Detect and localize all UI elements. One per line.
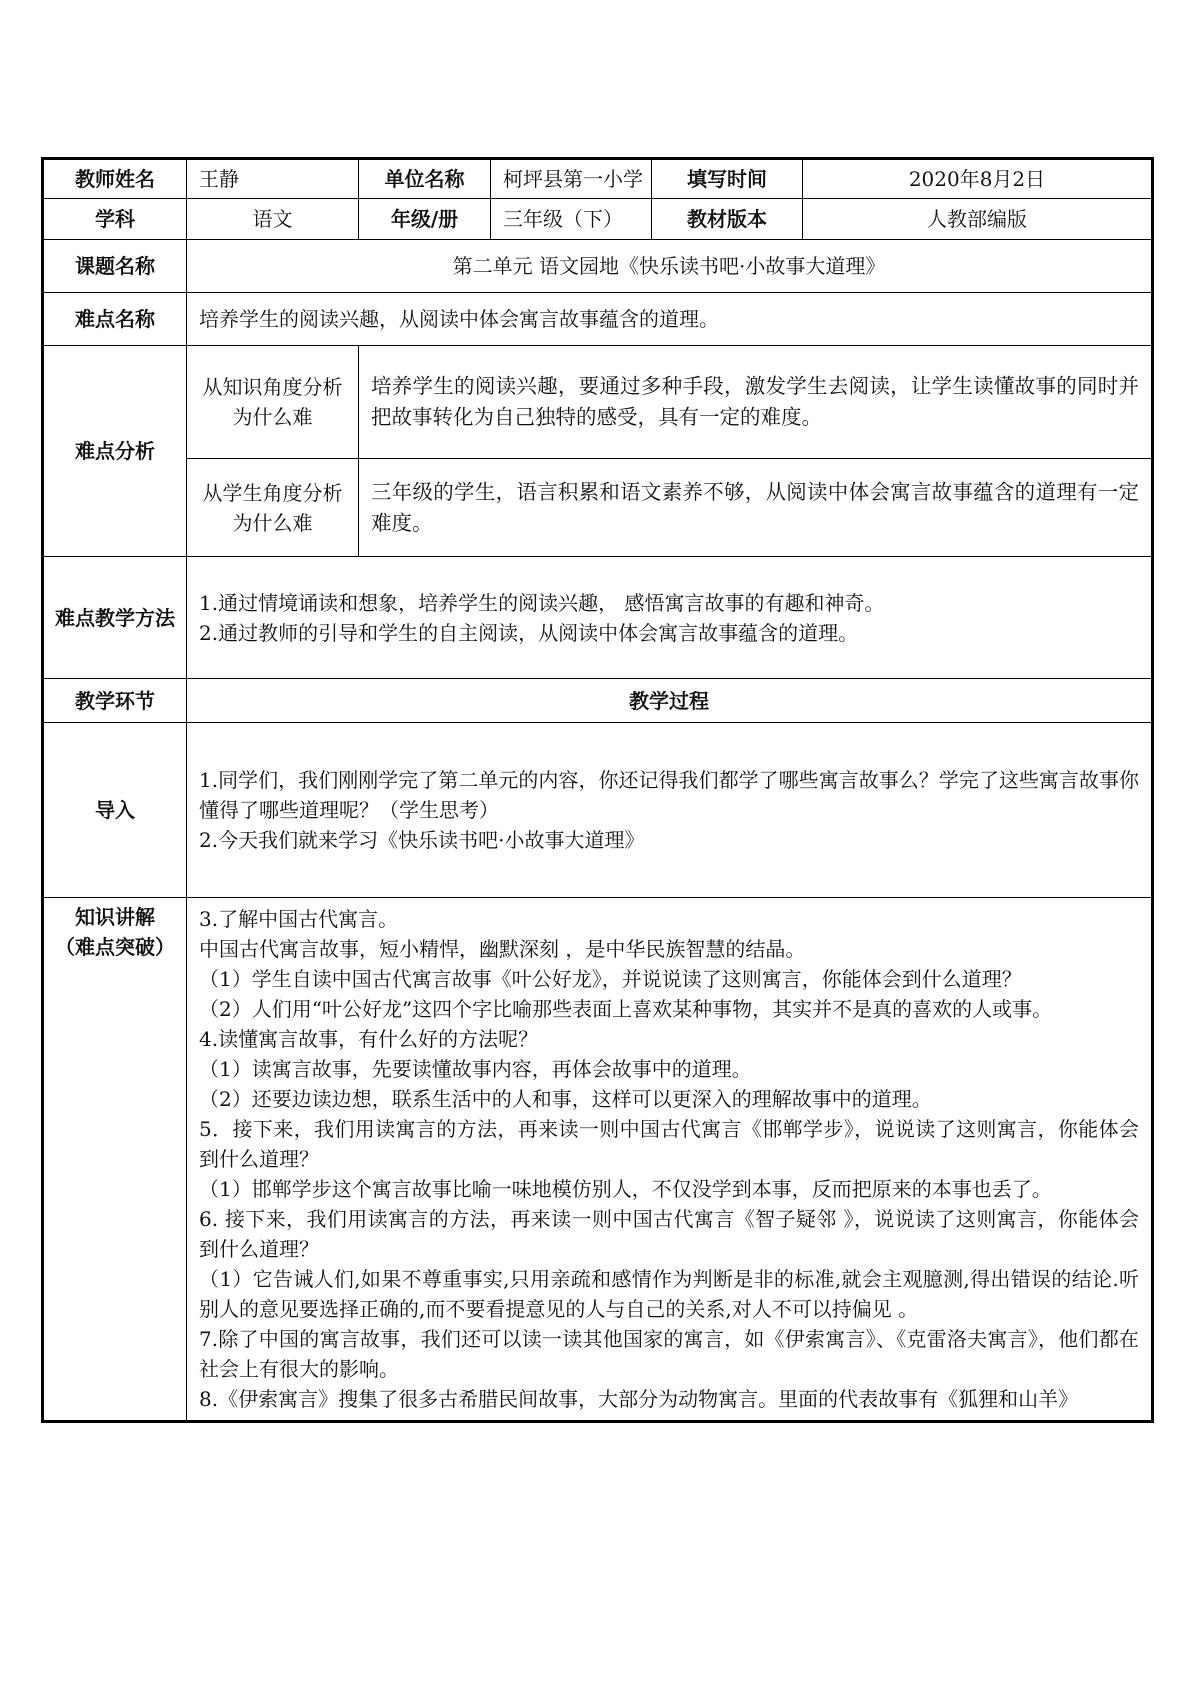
student-angle-line-1: 从学生角度分析	[202, 480, 343, 505]
intro-item-2: 2.今天我们就来学习《快乐读书吧·小故事大道理》	[199, 828, 645, 852]
intro-item-1: 1.同学们，我们刚刚学完了第二单元的内容，你还记得我们都学了哪些寓言故事么？学完了这些寓言故事你懂得了哪些道理呢？（学生思考）	[199, 768, 1139, 822]
unit-value: 柯坪县第一小学	[491, 159, 652, 199]
intro-text	[187, 723, 1153, 898]
unit-label: 单位名称	[359, 159, 491, 199]
analysis-row-student	[43, 459, 1153, 557]
header-row-2	[43, 199, 1153, 240]
analysis-label: 难点分析	[43, 346, 187, 557]
intro-label: 导入	[43, 723, 187, 898]
intro-row	[43, 723, 1153, 898]
teacher-label: 教师姓名	[43, 159, 187, 199]
knowledge-line-10: 6. 接下来，我们用读寓言的方法，再来读一则中国古代寓言《智子疑邻 》，说说读了这则寓言，你能体会到什么道理？	[199, 1207, 1139, 1261]
knowledge-line-2: 中国古代寓言故事，短小精悍，幽默深刻 ，是中华民族智慧的结晶。	[199, 937, 806, 961]
knowledge-label	[43, 898, 187, 1422]
difficulty-value: 培养学生的阅读兴趣，从阅读中体会寓言故事蕴含的道理。	[187, 293, 1153, 346]
knowledge-line-13: 8.《伊索寓言》搜集了很多古希腊民间故事，大部分为动物寓言。里面的代表故事有《狐狸和山羊》	[199, 1387, 1079, 1411]
knowledge-angle-line-2: 为什么难	[232, 405, 313, 429]
knowledge-line-6: （1）读寓言故事，先要读懂故事内容，再体会故事中的道理。	[199, 1057, 752, 1081]
textbook-value: 人教部编版	[803, 199, 1153, 240]
student-angle-line-2: 为什么难	[232, 510, 313, 535]
process-header-row	[43, 679, 1153, 723]
stage-header: 教学环节	[43, 679, 187, 723]
grade-label: 年级/册	[359, 199, 491, 240]
knowledge-line-11: （1）它告诫人们,如果不尊重事实,只用亲疏和感情作为判断是非的标准,就会主观臆测,得出错误的结论.听别人的意见要选择正确的,而不要看提意见的人与自己的关系,对人不可以持偏见 。	[199, 1267, 1139, 1321]
student-angle-label	[187, 459, 359, 557]
knowledge-label-line-1: 知识讲解	[75, 905, 155, 929]
knowledge-angle-line-1: 从知识角度分析	[202, 375, 343, 399]
header-row-1	[43, 159, 1153, 199]
lesson-plan-table	[41, 157, 1154, 1423]
knowledge-line-9: （1）邯郸学步这个寓言故事比喻一味地模仿别人，不仅没学到本事，反而把原来的本事也丢了。	[199, 1177, 1052, 1201]
knowledge-line-5: 4.读懂寓言故事，有什么好的方法呢？	[199, 1027, 539, 1051]
date-value: 2020年8月2日	[803, 159, 1153, 199]
knowledge-angle-text: 培养学生的阅读兴趣，要通过多种手段，激发学生去阅读，让学生读懂故事的同时并把故事转化为自己独特的感受，具有一定的难度。	[359, 346, 1153, 459]
topic-value: 第二单元 语文园地《快乐读书吧·小故事大道理》	[187, 240, 1153, 293]
methods-text	[187, 557, 1153, 679]
subject-value: 语文	[187, 199, 359, 240]
topic-row	[43, 240, 1153, 293]
knowledge-line-7: （2）还要边读边想，联系生活中的人和事，这样可以更深入的理解故事中的道理。	[199, 1087, 932, 1111]
knowledge-line-1: 3.了解中国古代寓言。	[199, 907, 399, 931]
knowledge-line-4: （2）人们用“叶公好龙”这四个字比喻那些表面上喜欢某种事物，其实并不是真的喜欢的人或事。	[199, 997, 1053, 1021]
student-angle-text: 三年级的学生，语言积累和语文素养不够，从阅读中体会寓言故事蕴含的道理有一定难度。	[359, 459, 1153, 557]
date-label: 填写时间	[652, 159, 803, 199]
knowledge-label-line-2: （难点突破）	[55, 935, 175, 959]
grade-value: 三年级（下）	[491, 199, 652, 240]
knowledge-row	[43, 898, 1153, 1422]
methods-row	[43, 557, 1153, 679]
textbook-label: 教材版本	[652, 199, 803, 240]
teacher-value: 王静	[187, 159, 359, 199]
topic-label: 课题名称	[43, 240, 187, 293]
subject-label: 学科	[43, 199, 187, 240]
knowledge-angle-label	[187, 346, 359, 459]
difficulty-row	[43, 293, 1153, 346]
methods-item-1: 1.通过情境诵读和想象，培养学生的阅读兴趣， 感悟寓言故事的有趣和神奇。	[199, 590, 885, 615]
methods-item-2: 2.通过教师的引导和学生的自主阅读，从阅读中体会寓言故事蕴含的道理。	[199, 620, 859, 645]
methods-label: 难点教学方法	[43, 557, 187, 679]
process-header: 教学过程	[187, 679, 1153, 723]
analysis-row-knowledge	[43, 346, 1153, 459]
knowledge-line-3: （1）学生自读中国古代寓言故事《叶公好龙》，并说说读了这则寓言，你能体会到什么道理？	[199, 967, 1022, 991]
knowledge-line-12: 7.除了中国的寓言故事，我们还可以读一读其他国家的寓言，如《伊索寓言》、《克雷洛夫寓言》，他们都在社会上有很大的影响。	[199, 1327, 1139, 1381]
difficulty-label: 难点名称	[43, 293, 187, 346]
knowledge-line-8: 5．接下来，我们用读寓言的方法，再来读一则中国古代寓言《邯郸学步》，说说读了这则寓言，你能体会到什么道理？	[199, 1117, 1139, 1171]
knowledge-text	[187, 898, 1153, 1422]
